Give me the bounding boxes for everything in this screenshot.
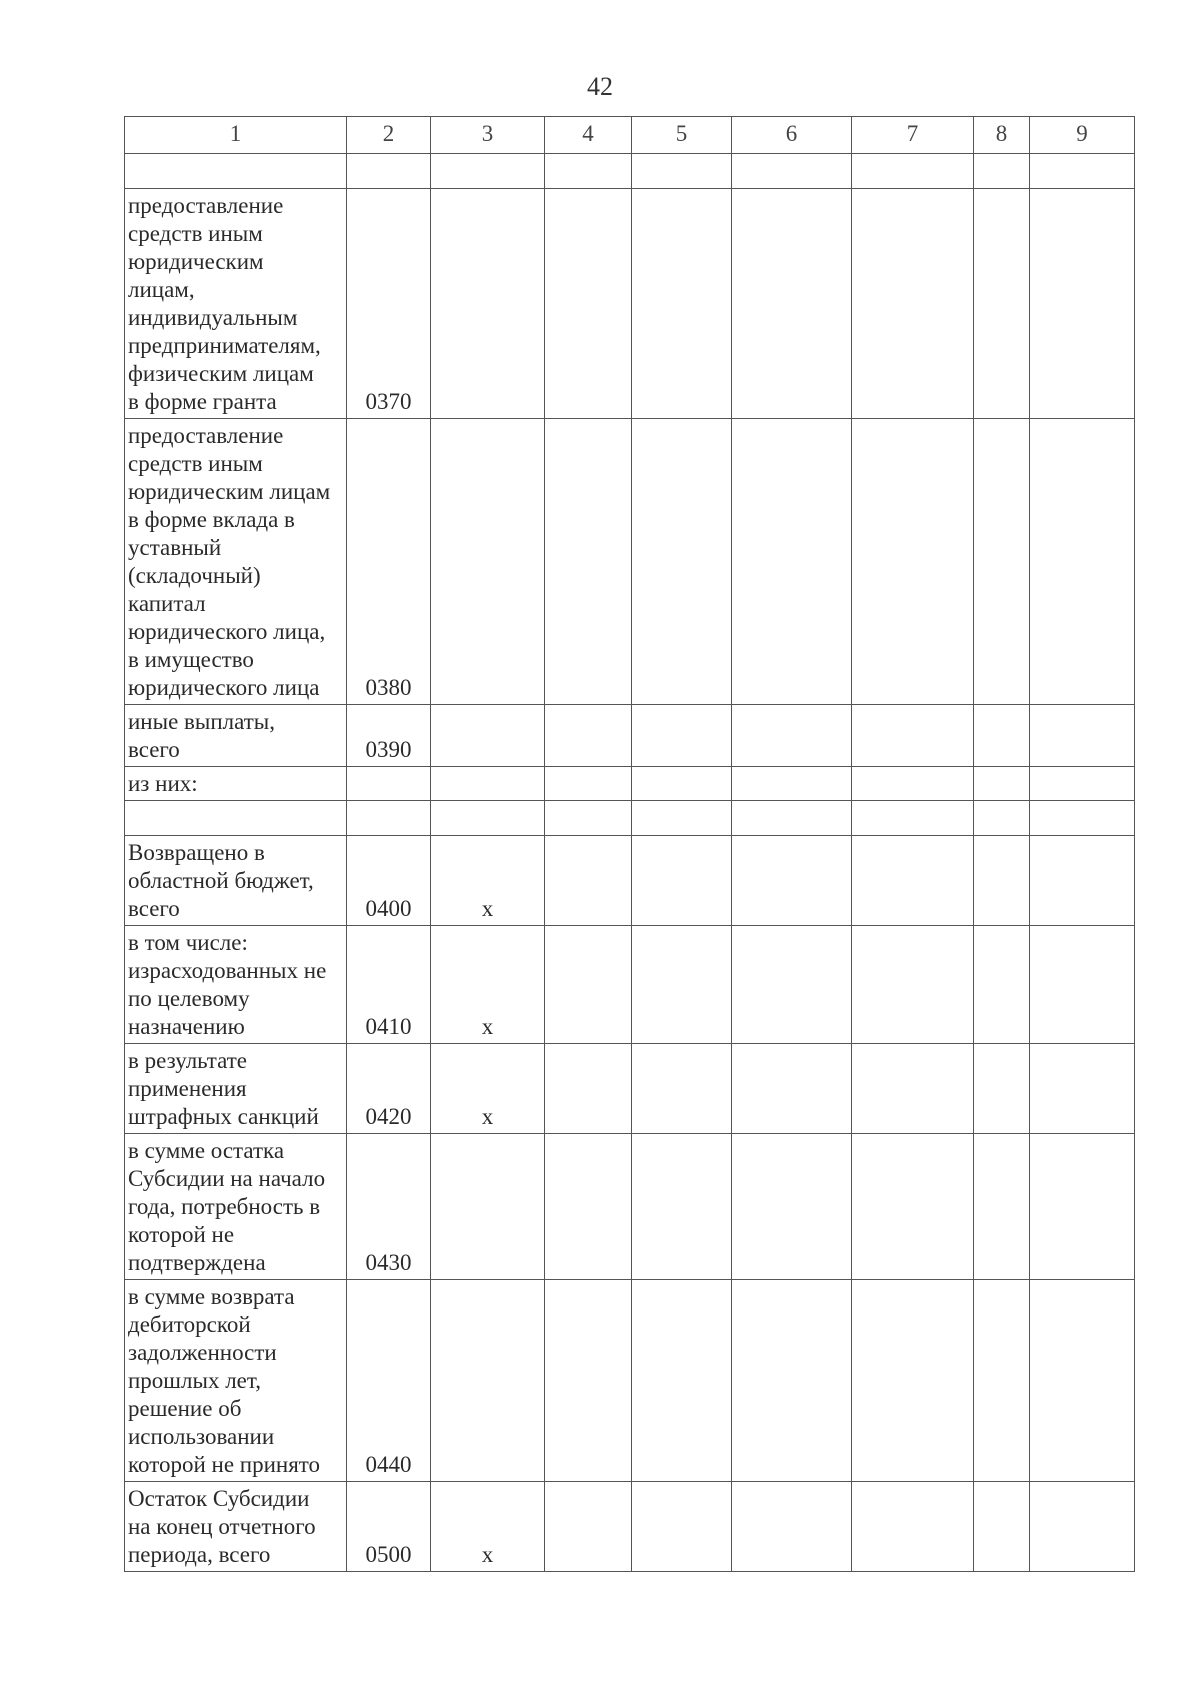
row-column-3 <box>431 1280 545 1482</box>
empty-cell-col-9 <box>1030 1482 1135 1572</box>
row-column-3 <box>431 1134 545 1280</box>
empty-cell-col-4 <box>545 154 632 189</box>
empty-cell-col-6 <box>732 836 852 926</box>
empty-cell-col-7 <box>852 419 974 705</box>
column-number-1: 1 <box>125 117 347 154</box>
empty-cell-col-8 <box>974 836 1030 926</box>
empty-cell-col-4 <box>545 836 632 926</box>
column-number-9: 9 <box>1030 117 1135 154</box>
row-label <box>125 154 347 189</box>
table-row <box>125 705 1135 767</box>
empty-cell-col-7 <box>852 154 974 189</box>
empty-cell-col-7 <box>852 189 974 419</box>
row-label: в сумме остатка Субсидии на начало года, потребность в которой не подтверждена <box>125 1134 347 1280</box>
empty-cell-col-5 <box>632 154 732 189</box>
column-number-6: 6 <box>732 117 852 154</box>
empty-cell-col-4 <box>545 767 632 801</box>
empty-cell-col-6 <box>732 767 852 801</box>
table-row <box>125 1044 1135 1134</box>
empty-cell-col-7 <box>852 705 974 767</box>
empty-cell-col-6 <box>732 926 852 1044</box>
empty-cell-col-9 <box>1030 1134 1135 1280</box>
row-label: в том числе: израсходованных не по целевому назначению <box>125 926 347 1044</box>
empty-cell-col-7 <box>852 1044 974 1134</box>
empty-cell-col-8 <box>974 189 1030 419</box>
empty-cell-col-9 <box>1030 1044 1135 1134</box>
empty-cell-col-5 <box>632 767 732 801</box>
empty-cell-col-6 <box>732 1280 852 1482</box>
table-row <box>125 836 1135 926</box>
row-column-3 <box>431 419 545 705</box>
empty-cell-col-8 <box>974 767 1030 801</box>
empty-cell-col-4 <box>545 1482 632 1572</box>
empty-cell-col-5 <box>632 836 732 926</box>
empty-cell-col-6 <box>732 801 852 836</box>
row-code: 0500 <box>347 1482 431 1572</box>
empty-cell-col-4 <box>545 1044 632 1134</box>
empty-cell-col-9 <box>1030 189 1135 419</box>
row-column-3 <box>431 801 545 836</box>
empty-cell-col-7 <box>852 926 974 1044</box>
column-number-4: 4 <box>545 117 632 154</box>
empty-cell-col-5 <box>632 419 732 705</box>
table-row <box>125 1482 1135 1572</box>
empty-cell-col-8 <box>974 1134 1030 1280</box>
column-number-5: 5 <box>632 117 732 154</box>
row-label: из них: <box>125 767 347 801</box>
empty-cell-col-9 <box>1030 705 1135 767</box>
row-code: 0400 <box>347 836 431 926</box>
table-row <box>125 767 1135 801</box>
row-column-3 <box>431 705 545 767</box>
empty-cell-col-8 <box>974 705 1030 767</box>
row-code <box>347 801 431 836</box>
page-number: 42 <box>587 72 613 101</box>
row-label: в результате применения штрафных санкций <box>125 1044 347 1134</box>
column-number-row <box>125 117 1135 154</box>
row-label: в сумме возврата дебиторской задолженности прошлых лет, решение об использовании которой не принято <box>125 1280 347 1482</box>
empty-cell-col-8 <box>974 1482 1030 1572</box>
row-code: 0380 <box>347 419 431 705</box>
row-column-3 <box>431 189 545 419</box>
empty-cell-col-7 <box>852 801 974 836</box>
empty-cell-col-5 <box>632 705 732 767</box>
empty-cell-col-9 <box>1030 1280 1135 1482</box>
empty-cell-col-8 <box>974 1044 1030 1134</box>
table-row <box>125 926 1135 1044</box>
column-number-2: 2 <box>347 117 431 154</box>
empty-cell-col-6 <box>732 705 852 767</box>
report-table <box>124 116 1135 1572</box>
empty-cell-col-8 <box>974 419 1030 705</box>
empty-cell-col-7 <box>852 1482 974 1572</box>
column-number-7: 7 <box>852 117 974 154</box>
empty-cell-col-8 <box>974 926 1030 1044</box>
row-label: предоставление средств иным юридическим лицам, индивидуальным предпринимателям, физическим лицам в форме гранта <box>125 189 347 419</box>
row-column-3 <box>431 154 545 189</box>
empty-cell-col-9 <box>1030 154 1135 189</box>
row-label: Возвращено в областной бюджет, всего <box>125 836 347 926</box>
row-column-3: x <box>431 1482 545 1572</box>
column-number-8: 8 <box>974 117 1030 154</box>
empty-cell-col-7 <box>852 836 974 926</box>
row-code <box>347 767 431 801</box>
row-label: предоставление средств иным юридическим лицам в форме вклада в уставный (складочный) капитал юридического лица, в имущество юридического лица <box>125 419 347 705</box>
row-code: 0420 <box>347 1044 431 1134</box>
row-code: 0370 <box>347 189 431 419</box>
empty-cell-col-8 <box>974 801 1030 836</box>
empty-cell-col-9 <box>1030 419 1135 705</box>
table-row <box>125 1280 1135 1482</box>
empty-cell-col-4 <box>545 926 632 1044</box>
row-code <box>347 154 431 189</box>
empty-cell-col-4 <box>545 1134 632 1280</box>
empty-cell-col-7 <box>852 767 974 801</box>
empty-cell-col-6 <box>732 154 852 189</box>
empty-cell-col-6 <box>732 1044 852 1134</box>
table-row <box>125 154 1135 189</box>
empty-cell-col-4 <box>545 705 632 767</box>
empty-cell-col-7 <box>852 1134 974 1280</box>
empty-cell-col-7 <box>852 1280 974 1482</box>
table-row <box>125 419 1135 705</box>
row-column-3: x <box>431 1044 545 1134</box>
empty-cell-col-5 <box>632 1044 732 1134</box>
table-row <box>125 801 1135 836</box>
row-code: 0390 <box>347 705 431 767</box>
row-label: иные выплаты, всего <box>125 705 347 767</box>
empty-cell-col-8 <box>974 1280 1030 1482</box>
empty-cell-col-4 <box>545 419 632 705</box>
row-column-3: x <box>431 836 545 926</box>
empty-cell-col-5 <box>632 801 732 836</box>
empty-cell-col-9 <box>1030 801 1135 836</box>
empty-cell-col-6 <box>732 1482 852 1572</box>
empty-cell-col-5 <box>632 1482 732 1572</box>
row-code: 0440 <box>347 1280 431 1482</box>
row-code: 0430 <box>347 1134 431 1280</box>
column-number-3: 3 <box>431 117 545 154</box>
empty-cell-col-6 <box>732 1134 852 1280</box>
row-label <box>125 801 347 836</box>
row-label: Остаток Субсидии на конец отчетного периода, всего <box>125 1482 347 1572</box>
empty-cell-col-5 <box>632 1134 732 1280</box>
empty-cell-col-5 <box>632 1280 732 1482</box>
empty-cell-col-9 <box>1030 836 1135 926</box>
table-row <box>125 189 1135 419</box>
empty-cell-col-4 <box>545 189 632 419</box>
row-code: 0410 <box>347 926 431 1044</box>
empty-cell-col-5 <box>632 926 732 1044</box>
empty-cell-col-6 <box>732 189 852 419</box>
empty-cell-col-8 <box>974 154 1030 189</box>
empty-cell-col-9 <box>1030 926 1135 1044</box>
row-column-3: x <box>431 926 545 1044</box>
empty-cell-col-4 <box>545 801 632 836</box>
empty-cell-col-4 <box>545 1280 632 1482</box>
empty-cell-col-9 <box>1030 767 1135 801</box>
empty-cell-col-5 <box>632 189 732 419</box>
empty-cell-col-6 <box>732 419 852 705</box>
table-row <box>125 1134 1135 1280</box>
report-body <box>125 117 1135 1572</box>
row-column-3 <box>431 767 545 801</box>
